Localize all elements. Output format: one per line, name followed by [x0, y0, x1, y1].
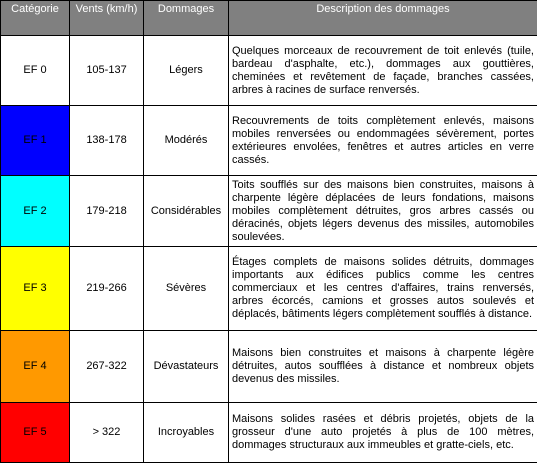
winds-cell: 138-178 [70, 106, 144, 176]
category-cell: EF 0 [1, 36, 70, 106]
table-row [1, 36, 537, 106]
header-description: Description des dommages [229, 1, 537, 36]
damages-cell: Incroyables [144, 403, 229, 463]
damages-cell: Sévères [144, 247, 229, 331]
description-cell: Toits soufflés sur des maisons bien construites, maisons à charpente légère déplacées de leurs fondations, maisons mobiles complètement détruites, gros arbres cassés ou déracinés, objets légers devenus des missiles, automobiles soulevées. [229, 176, 537, 247]
description-cell: Recouvrements de toits complètement enlevés, maisons mobiles renversées ou endommagées sévèrement, portes extérieures envolées, fenêtres et autres articles en verre cassés. [229, 106, 537, 176]
description-cell: Quelques morceaux de recouvrement de toit enlevés (tuile, bardeau d'asphalte, etc.), dommages aux gouttières, cheminées et revêtement de façade, branches cassées, arbres à racines de surface renversés. [229, 36, 537, 106]
damages-cell: Considérables [144, 176, 229, 247]
category-cell: EF 4 [1, 331, 70, 403]
category-cell: EF 5 [1, 403, 70, 463]
table-row [1, 176, 537, 247]
winds-cell: 179-218 [70, 176, 144, 247]
description-cell: Maisons solides rasées et débris projetés, objets de la grosseur d'une auto projetés à plus de 100 mètres, dommages structuraux aux immeubles et gratte-ciels, etc. [229, 403, 537, 463]
category-cell: EF 3 [1, 247, 70, 331]
category-cell: EF 1 [1, 106, 70, 176]
winds-cell: > 322 [70, 403, 144, 463]
damages-cell: Légers [144, 36, 229, 106]
table-row [1, 247, 537, 331]
winds-cell: 267-322 [70, 331, 144, 403]
table-row [1, 403, 537, 463]
header-winds: Vents (km/h) [70, 1, 144, 36]
table-row [1, 331, 537, 403]
header-damages: Dommages [144, 1, 229, 36]
header-row [1, 1, 537, 36]
table-row [1, 106, 537, 176]
winds-cell: 105-137 [70, 36, 144, 106]
winds-cell: 219-266 [70, 247, 144, 331]
damages-cell: Modérés [144, 106, 229, 176]
description-cell: Maisons bien construites et maisons à charpente légère détruites, autos soufflées à distance et nombreux objets devenus des missiles. [229, 331, 537, 403]
damages-cell: Dévastateurs [144, 331, 229, 403]
description-cell: Étages complets de maisons solides détruits, dommages importants aux édifices publics comme les centres commerciaux et les centres d'affaires, trains renversés, arbres écorcés, camions et grosses autos soulevés et déplacés, bâtiments légers complètement soufflés à distance. [229, 247, 537, 331]
header-category: Catégorie [1, 1, 70, 36]
category-cell: EF 2 [1, 176, 70, 247]
